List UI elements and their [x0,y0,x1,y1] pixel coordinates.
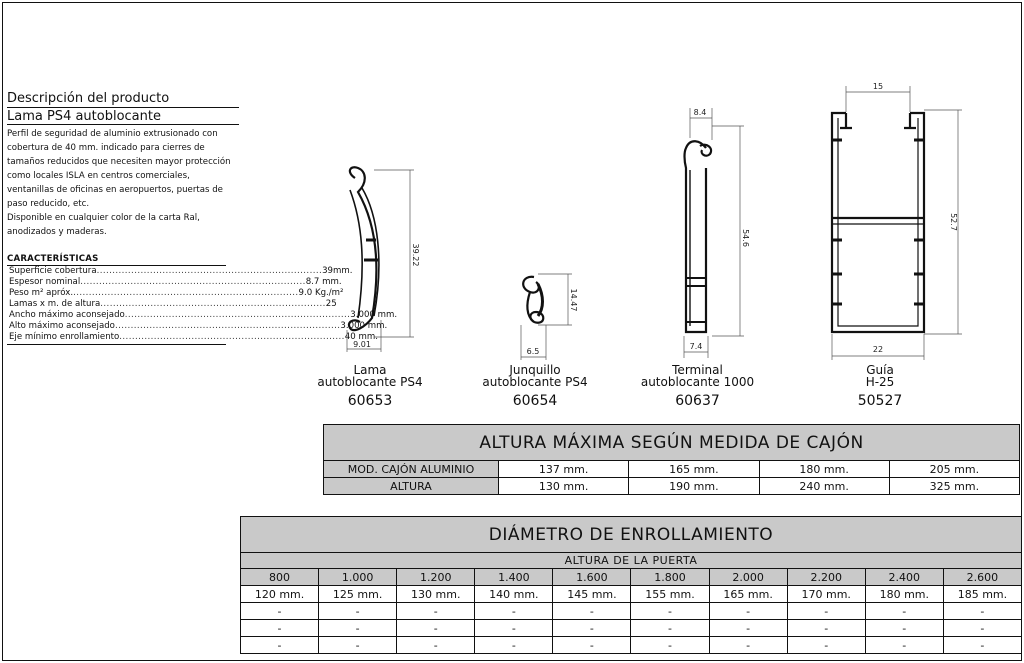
table-cell: 145 mm. [553,586,631,603]
guia-label-line2: H-25 [865,375,895,389]
leader-dots: ........................................................................ [114,321,341,331]
table-cell: - [241,637,319,654]
table-cell: - [319,637,397,654]
table-cell: 165 mm. [629,461,759,478]
table-cell: - [709,603,787,620]
table-cell: - [865,603,943,620]
characteristic-label: Ancho máximo aconsejado [9,310,125,320]
table-cell: - [787,620,865,637]
characteristic-label: Superficie cobertura [9,266,97,276]
table-cell: - [397,620,475,637]
lama-label [300,364,440,388]
table-cell: 170 mm. [787,586,865,603]
junquillo-code: 60654 [512,393,558,409]
column-header: 1.000 [319,569,397,586]
leader-dots: ........................................................................ [100,299,326,309]
lama-label-line2: autoblocante PS4 [317,375,423,389]
junquillo-label [465,364,605,388]
junquillo-profile [523,277,543,323]
table-cell: - [631,637,709,654]
terminal-label [625,364,770,388]
table-cell: - [787,603,865,620]
characteristic-value: 39mm. [322,266,353,276]
table-cell: 130 mm. [499,478,629,495]
table-cell: - [553,603,631,620]
column-header: 1.600 [553,569,631,586]
table-cell: - [475,620,553,637]
table-cell: - [787,637,865,654]
table-row [241,620,1022,637]
table-cell: 190 mm. [629,478,759,495]
characteristic-value: 8.7 mm. [305,277,342,287]
terminal-height-dim: 54.6 [741,229,750,247]
lama-dimension-lines [344,170,414,352]
lama-ps4-profile [349,167,379,330]
characteristic-value: 3.000 mm. [350,310,398,320]
characteristic-label: Lamas x m. de altura [9,299,101,309]
table-cell: 205 mm. [889,461,1019,478]
guia-label-line1: Guía [866,363,894,377]
leader-dots: ........................................................................ [96,266,323,276]
table-cell: - [943,603,1021,620]
guia-width-dim: 22 [872,345,884,354]
table-cell: - [631,603,709,620]
table-cell: - [475,603,553,620]
lama-code: 60653 [347,393,393,409]
row-label: MOD. CAJÓN ALUMINIO [324,461,499,478]
description-body: Perfil de seguridad de aluminio extrusionado con cobertura de 40 mm. indicado para cierres de tamaños reducidos que necesiten mayor protección como locales ISLA en centros comerciales, ventanillas de oficinas en aeropuertos, puertas de paso reducido, etc. Disponible en cualquier color de la carta Ral, anodizados y maderas. [7,129,231,237]
table-cell: 165 mm. [709,586,787,603]
column-header: 2.000 [709,569,787,586]
table-cell: - [943,620,1021,637]
diametro-table [240,516,1022,654]
table-cell: 180 mm. [865,586,943,603]
column-header: 1.400 [475,569,553,586]
terminal-label-line1: Terminal [672,363,723,377]
table-cell: 180 mm. [759,461,889,478]
guia-top-dim: 15 [872,82,884,91]
column-header: 1.200 [397,569,475,586]
table-cell: 140 mm. [475,586,553,603]
table-cell: - [709,620,787,637]
terminal-width-dim: 7.4 [689,342,703,351]
description-title: Descripción del producto [7,91,239,108]
column-header: 2.600 [943,569,1021,586]
leader-dots: ........................................................................ [124,310,351,320]
junquillo-width-dim: 6.5 [526,347,540,356]
table-cell: - [397,603,475,620]
characteristic-value: 9.0 Kg./m² [298,288,344,298]
characteristic-label: Alto máximo aconsejado [9,321,115,331]
characteristic-value: 3.000 mm. [340,321,388,331]
characteristic-label: Espesor nominal [9,277,81,287]
table-cell: 155 mm. [631,586,709,603]
table-cell: 325 mm. [889,478,1019,495]
table-cell: 185 mm. [943,586,1021,603]
junquillo-height-dim: 14.47 [569,288,578,312]
guia-height-dim: 52.7 [949,213,958,231]
table-cell: - [397,637,475,654]
terminal-dimension-lines [684,108,744,358]
junquillo-label-line2: autoblocante PS4 [482,375,588,389]
junquillo-label-line1: Junquillo [509,363,561,377]
table-row [241,603,1022,620]
column-header: 2.200 [787,569,865,586]
altura-maxima-table [323,424,1020,495]
lama-height-dim: 39.22 [411,243,420,267]
guia-label [810,364,950,388]
characteristics-title: CARACTERÍSTICAS [7,254,226,266]
table-cell: 240 mm. [759,478,889,495]
lama-width-dim: 9.01 [353,340,371,349]
diametro-table-title: DIÁMETRO DE ENROLLAMIENTO [241,517,1022,553]
characteristic-value: 40 mm. [344,332,378,342]
table-cell: - [241,603,319,620]
characteristic-label: Eje mínimo enrollamiento [9,332,120,342]
column-header: 2.400 [865,569,943,586]
characteristic-label: Peso m² apróx. [9,288,74,298]
terminal-code: 60637 [675,393,720,409]
guia-code: 50527 [857,393,903,409]
lama-label-line1: Lama [353,363,387,377]
guia-h25-profile [832,113,924,332]
column-header: 800 [241,569,319,586]
characteristic-value: 25 [325,299,337,309]
leader-dots: ........................................................................ [73,288,299,298]
table-row [241,586,1022,603]
table-row [241,637,1022,654]
table-cell: - [475,637,553,654]
table-cell: - [241,620,319,637]
altura-table-title: ALTURA MÁXIMA SEGÚN MEDIDA DE CAJÓN [324,425,1020,461]
table-row [324,478,1020,495]
table-cell: - [319,603,397,620]
table-cell: - [553,620,631,637]
table-cell: - [865,637,943,654]
leader-dots: ........................................................................ [80,277,306,287]
table-cell: - [319,620,397,637]
table-cell: 130 mm. [397,586,475,603]
leader-dots: ........................................................................ [119,332,345,342]
table-cell: - [553,637,631,654]
terminal-label-line2: autoblocante 1000 [640,375,755,389]
table-cell: - [865,620,943,637]
table-cell: 137 mm. [499,461,629,478]
column-header: 1.800 [631,569,709,586]
description-subtitle: Lama PS4 autoblocante [7,109,161,124]
table-cell: 125 mm. [319,586,397,603]
table-cell: - [709,637,787,654]
table-cell: - [943,637,1021,654]
table-cell: 120 mm. [241,586,319,603]
diametro-table-subtitle: ALTURA DE LA PUERTA [241,553,1022,569]
terminal-top-dim: 8.4 [693,108,707,117]
table-row [324,461,1020,478]
row-label: ALTURA [324,478,499,495]
table-cell: - [631,620,709,637]
terminal-profile [685,141,712,332]
column-header-row [241,569,1022,586]
